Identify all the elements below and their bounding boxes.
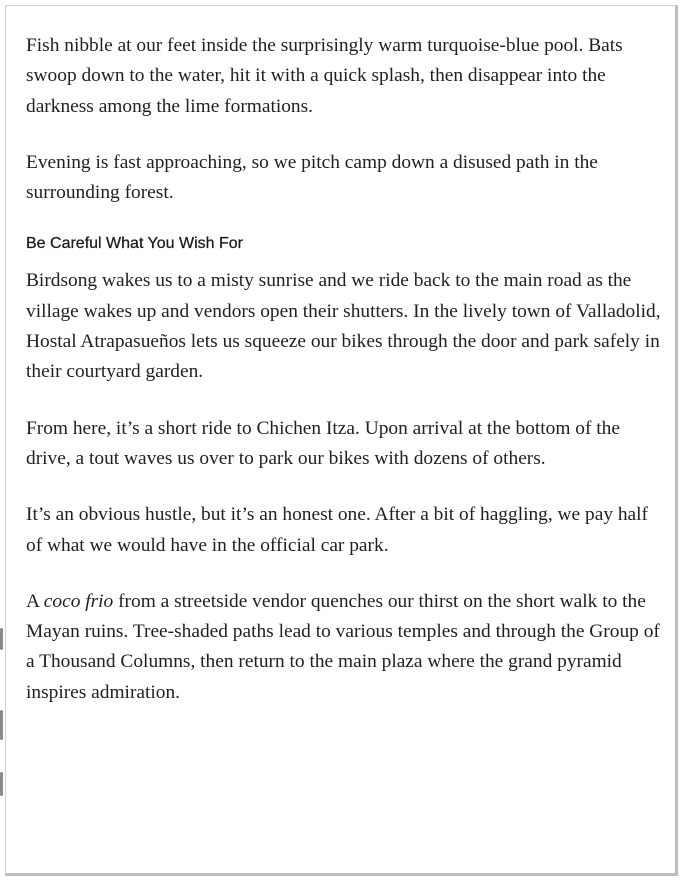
page-edge-mark <box>0 772 3 796</box>
paragraph-camp: Evening is fast approaching, so we pitch camp down a disused path in the surrounding forest. <box>26 151 598 204</box>
section-heading: Be Careful What You Wish For <box>26 235 243 253</box>
coco-frio-lead: A <box>26 590 44 612</box>
paragraph-hustle: It’s an obvious hustle, but it’s an honest one. After a bit of haggling, we pay half of what we would have in the official car park. <box>26 504 649 556</box>
paragraph-valladolid: Birdsong wakes us to a misty sunrise and we ride back to the main road as the village wakes up and vendors open their shutters. In the lively town of Valladolid, Hostal Atrapasueños lets us squeeze our bikes through the door and park safely in their courtyard garden. <box>26 270 661 383</box>
paragraph-chichen-itza: From here, it’s a short ride to Chichen Itza. Upon arrival at the bottom of the drive, a tout waves us over to park our bikes with dozens of others. <box>26 417 620 469</box>
page-edge-mark <box>0 628 3 650</box>
paragraph-coco-frio <box>26 587 666 708</box>
document-page <box>5 5 678 876</box>
page-edge-mark <box>0 710 3 740</box>
article-body <box>26 31 666 734</box>
coco-frio-italic: coco frio <box>43 590 114 612</box>
coco-frio-rest: from a streetside vendor quenches our thirst on the short walk to the Mayan ruins. Tree-shaded paths lead to various temples and through the Group of a Thousand Columns, then return to the main plaza where the grand pyramid inspires admiration. <box>26 590 660 703</box>
paragraph-pool: Fish nibble at our feet inside the surprisingly warm turquoise-blue pool. Bats swoop down to the water, hit it with a quick splash, then disappear into the darkness among the lime formations. <box>26 35 623 117</box>
